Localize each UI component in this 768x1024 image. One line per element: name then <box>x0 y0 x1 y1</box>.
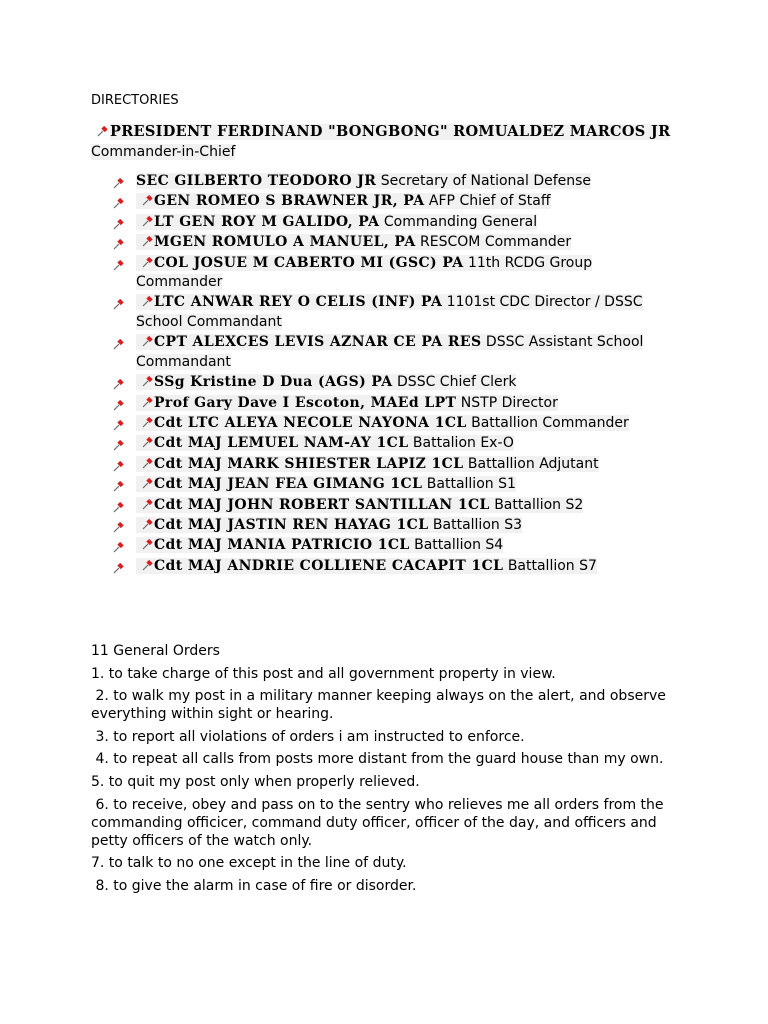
pushpin-bullet-icon <box>113 217 125 227</box>
directory-item <box>91 496 651 516</box>
directory-title: Battallion S7 <box>507 557 597 574</box>
directory-item <box>91 254 651 293</box>
general-orders-section <box>91 642 691 899</box>
directory-item <box>91 373 651 393</box>
directory-name: Cdt LTC ALEYA NECOLE NAYONA 1CL <box>154 415 467 432</box>
directory-title: DSSC Chief Clerk <box>397 374 517 391</box>
directory-name: LTC ANWAR REY O CELIS (INF) PA <box>154 294 443 311</box>
pushpin-icon <box>142 295 154 307</box>
directory-item <box>91 536 651 556</box>
pushpin-icon <box>142 498 154 510</box>
directory-item <box>91 516 651 536</box>
general-orders-list <box>91 665 691 895</box>
directory-title: Battallion S1 <box>426 476 516 493</box>
directory-name: Cdt MAJ MARK SHIESTER LAPIZ 1CL <box>154 455 464 472</box>
directory-item <box>91 414 651 434</box>
directory-title: Battalion Ex-O <box>412 435 514 452</box>
directory-item <box>91 455 651 475</box>
general-order-item: 8. to give the alarm in case of fire or disorder. <box>91 877 417 894</box>
pushpin-bullet-icon <box>113 297 125 307</box>
directory-item <box>91 475 651 495</box>
directory-item <box>91 192 651 212</box>
directory-title: Battallion Adjutant <box>467 455 599 472</box>
directory-item <box>91 333 651 372</box>
directory-title: RESCOM Commander <box>420 234 572 251</box>
pushpin-bullet-icon <box>113 258 125 268</box>
directory-list <box>91 172 651 577</box>
directory-name: LT GEN ROY M GALIDO, PA <box>154 213 380 230</box>
directory-title: NSTP Director <box>460 394 558 411</box>
pushpin-icon <box>142 559 154 571</box>
directory-title: Battallion S4 <box>414 537 504 554</box>
pushpin-bullet-icon <box>113 520 125 530</box>
general-order-item: 6. to receive, obey and pass on to the sentry who relieves me all orders from the commanding officicer, command duty officer, officer of the day, and officers and petty officers of the watch only. <box>91 796 668 849</box>
pushpin-icon <box>142 457 154 469</box>
pushpin-bullet-icon <box>113 377 125 387</box>
pushpin-icon <box>142 518 154 530</box>
pushpin-bullet-icon <box>113 500 125 510</box>
pushpin-bullet-icon <box>113 418 125 428</box>
directory-name: Cdt MAJ LEMUEL NAM-AY 1CL <box>154 435 409 452</box>
pushpin-bullet-icon <box>113 479 125 489</box>
pushpin-bullet-icon <box>113 237 125 247</box>
directory-title: Secretary of National Defense <box>380 173 592 189</box>
directory-title: Battallion Commander <box>471 415 629 432</box>
president-name: PRESIDENT FERDINAND "BONGBONG" ROMUALDEZ MARCOS JR <box>110 123 671 140</box>
pushpin-icon <box>142 194 154 206</box>
pushpin-icon <box>142 235 154 247</box>
president-title: Commander-in-Chief <box>91 144 236 160</box>
pushpin-icon <box>142 335 154 347</box>
pushpin-bullet-icon <box>113 459 125 469</box>
general-orders-heading: 11 General Orders <box>91 643 220 659</box>
directory-name: Cdt MAJ JASTIN REN HAYAG 1CL <box>154 516 429 533</box>
directory-item <box>91 557 651 577</box>
directories-heading: DIRECTORIES <box>91 93 179 108</box>
general-order-item: 3. to report all violations of orders i am instructed to enforce. <box>91 728 525 745</box>
directory-item <box>91 293 651 332</box>
general-order-item: 1. to take charge of this post and all government property in view. <box>91 665 556 682</box>
directory-title: DSSC Assistant School Commandant <box>136 334 644 370</box>
directory-name: Cdt MAJ JEAN FEA GIMANG 1CL <box>154 476 423 493</box>
pushpin-icon <box>142 538 154 550</box>
pushpin-bullet-icon <box>113 196 125 206</box>
pushpin-icon <box>142 477 154 489</box>
directory-title: Battallion S2 <box>494 496 584 513</box>
directory-item <box>91 213 651 233</box>
directory-title: 11th RCDG Group Commander <box>136 254 593 291</box>
president-entry <box>91 122 691 162</box>
directory-name: Cdt MAJ ANDRIE COLLIENE CACAPIT 1CL <box>154 557 504 574</box>
pushpin-bullet-icon <box>113 176 125 186</box>
pushpin-bullet-icon <box>113 540 125 550</box>
pushpin-icon <box>97 125 109 137</box>
directory-name: SEC GILBERTO TEODORO JR <box>136 173 377 189</box>
pushpin-icon <box>142 215 154 227</box>
directory-name: COL JOSUE M CABERTO MI (GSC) PA <box>154 254 464 271</box>
directory-title: Battallion S3 <box>432 516 522 533</box>
directory-name: MGEN ROMULO A MANUEL, PA <box>154 234 416 251</box>
directory-title: AFP Chief of Staff <box>428 193 551 210</box>
pushpin-bullet-icon <box>113 438 125 448</box>
directory-name: SSg Kristine D Dua (AGS) PA <box>154 374 393 391</box>
directory-name: Prof Gary Dave I Escoton, MAEd LPT <box>154 394 457 411</box>
pushpin-icon <box>142 256 154 268</box>
pushpin-icon <box>142 416 154 428</box>
general-order-item: 4. to repeat all calls from posts more distant from the guard house than my own. <box>91 751 664 768</box>
pushpin-bullet-icon <box>113 398 125 408</box>
pushpin-icon <box>142 375 154 387</box>
pushpin-bullet-icon <box>113 337 125 347</box>
directory-item <box>91 394 651 414</box>
directory-item <box>91 233 651 253</box>
directory-item <box>91 434 651 454</box>
general-order-item: 7. to talk to no one except in the line of duty. <box>91 855 407 872</box>
directory-title: 1101st CDC Director / DSSC School Commandant <box>136 294 643 330</box>
directory-name: CPT ALEXCES LEVIS AZNAR CE PA RES <box>154 334 482 351</box>
general-order-item: 2. to walk my post in a military manner keeping always on the alert, and observe everything within sight or hearing. <box>91 688 671 723</box>
directory-name: GEN ROMEO S BRAWNER JR, PA <box>154 193 425 210</box>
directory-title: Commanding General <box>383 213 538 230</box>
directory-item <box>91 172 651 192</box>
directory-name: Cdt MAJ JOHN ROBERT SANTILLAN 1CL <box>154 496 490 513</box>
pushpin-icon <box>142 436 154 448</box>
pushpin-bullet-icon <box>113 561 125 571</box>
pushpin-icon <box>142 396 154 408</box>
directory-name: Cdt MAJ MANIA PATRICIO 1CL <box>154 537 410 554</box>
general-order-item: 5. to quit my post only when properly relieved. <box>91 773 420 790</box>
